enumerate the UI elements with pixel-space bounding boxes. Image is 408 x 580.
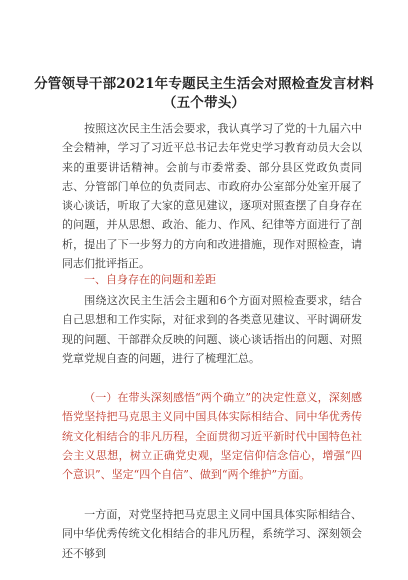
section-heading: 一、自身存在的问题和差距: [84, 273, 216, 286]
body-paragraph: [62, 291, 362, 368]
intro-paragraph: [62, 119, 362, 273]
body-paragraph-continued: [62, 505, 362, 563]
body-paragraph-text: 围绕这次民主生活会主题和6个方面对照检查要求，结合自己思想和工作实际，对征求到的各类意见建议、平时调研发现的问题、干部群众反映的问题、谈心谈话指出的问题、对照党章党规自查的问题，进行了梳理汇总。: [62, 294, 362, 365]
document-title: 分管领导干部2021年专题民主生活会对照检查发言材料: [34, 76, 374, 92]
document-subtitle: （五个带头）: [162, 95, 246, 111]
subsection-paragraph-text: （一）在带头深刻感悟“两个确立”的决定性意义，深刻感悟党坚持把马克思主义同中国具体实际相结合、同中华优秀传统文化相结合的非凡历程，全面贯彻习近平新时代中国特色社会主义思想，树立正确党史观，坚定信仰信念信心，增强“四个意识”、坚定“四个自信”、做到“两个维护”方面。: [62, 391, 362, 482]
subsection-paragraph: [62, 388, 362, 484]
intro-paragraph-text: 按照这次民主生活会要求，我认真学习了党的十九届六中全会精神，学习了习近平总书记去年党史学习教育动员大会以来的重要讲话精神。会前与市委常委、部分县区党政负责同志、分管部门单位的负责同志、市政府办公室部分处室开展了谈心谈话，听取了大家的意见建议，逐项对照查摆了自身存在的问题，并从思想、政治、能力、作风、纪律等方面进行了剖析，提出了下一步努力的方向和改进措施，现作对照检查，请同志们批评指正。: [62, 122, 362, 271]
body-paragraph-continued-text: 一方面，对党坚持把马克思主义同中国具体实际相结合、同中华优秀传统文化相结合的非凡历程，系统学习、深刻领会还不够到: [62, 508, 362, 560]
